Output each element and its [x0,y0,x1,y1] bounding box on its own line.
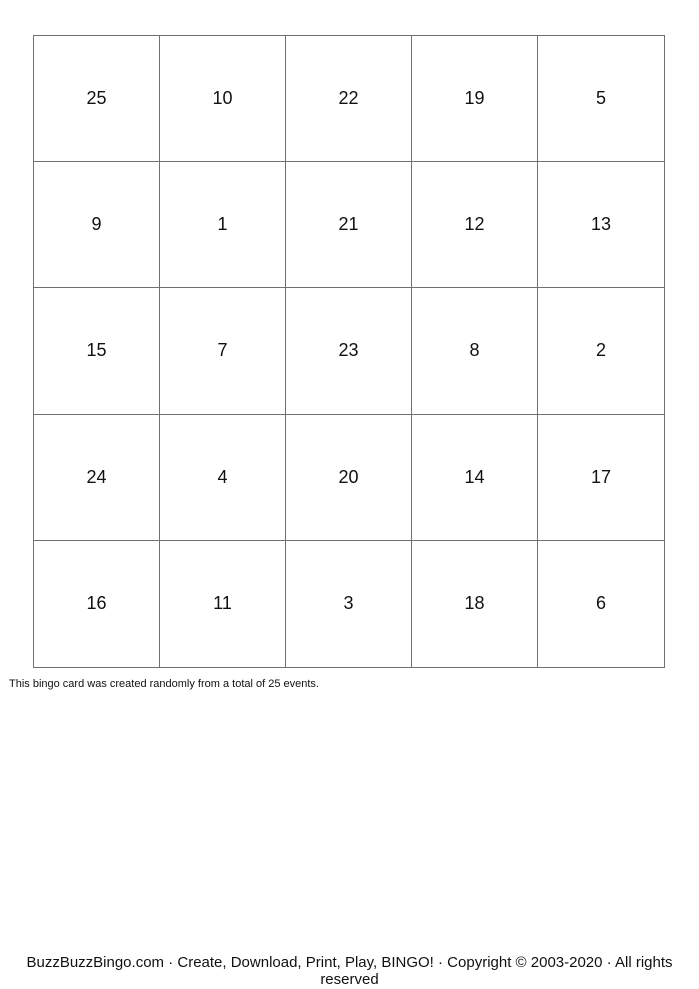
bingo-cell: 14 [412,415,538,541]
bingo-cell: 2 [538,288,664,414]
bingo-cell: 10 [160,36,286,162]
bingo-cell: 15 [34,288,160,414]
bingo-cell: 4 [160,415,286,541]
bingo-cell: 5 [538,36,664,162]
bingo-cell: 16 [34,541,160,667]
bingo-cell: 23 [286,288,412,414]
bingo-cell: 18 [412,541,538,667]
bingo-cell: 17 [538,415,664,541]
bingo-cell: 1 [160,162,286,288]
bingo-cell: 22 [286,36,412,162]
bingo-cell: 11 [160,541,286,667]
bingo-cell: 6 [595,593,606,614]
bingo-cell: 19 [412,36,538,162]
bingo-grid [33,35,665,668]
bingo-cell: 9 [34,162,160,288]
bingo-cell: 7 [160,288,286,414]
bingo-cell: 12 [412,162,538,288]
bingo-cell: 24 [34,415,160,541]
bingo-cell: 13 [538,162,664,288]
bingo-cell: 25 [34,36,160,162]
bingo-cell: 21 [286,162,412,288]
footer-copyright-text: BuzzBuzzBingo.com · Create, Download, Print, Play, BINGO! · Copyright © 2003-2020 · All rights reserved [26,954,673,988]
bingo-cell: 20 [286,415,412,541]
bingo-cell: 3 [286,541,412,667]
bingo-cell: 8 [412,288,538,414]
card-generation-caption: This bingo card was created randomly from a total of 25 events. [9,678,319,690]
